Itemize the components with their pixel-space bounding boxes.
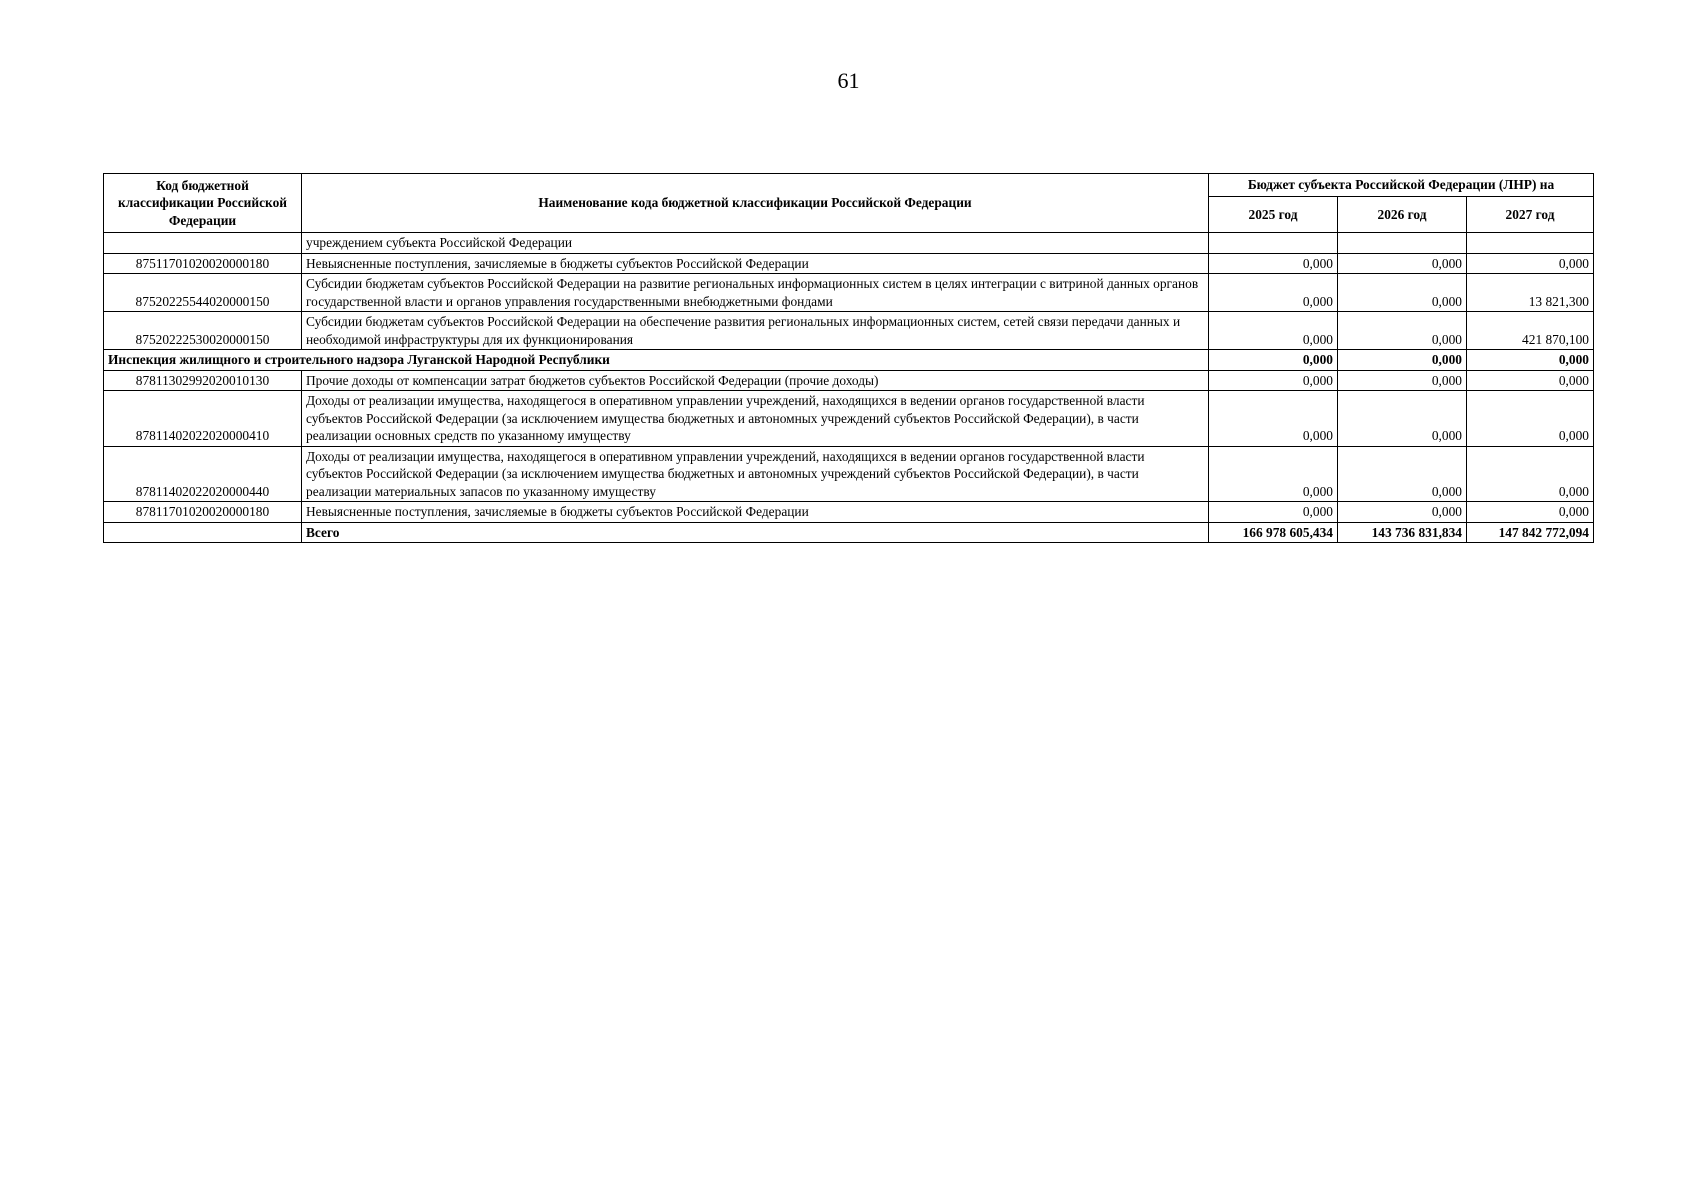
section-title: Инспекция жилищного и строительного надзора Луганской Народной Республики xyxy=(104,350,1209,371)
row-value-2026 xyxy=(1338,233,1467,254)
total-value-2027: 147 842 772,094 xyxy=(1467,522,1594,543)
row-name: учреждением субъекта Российской Федерации xyxy=(302,233,1209,254)
row-value-2027: 0,000 xyxy=(1467,253,1594,274)
row-name: Невыясненные поступления, зачисляемые в бюджеты субъектов Российской Федерации xyxy=(302,502,1209,523)
row-name: Доходы от реализации имущества, находящегося в оперативном управлении учреждений, находящихся в ведении органов государственной власти субъектов Российской Федерации (за исключением имущества бюджетных и автономных учреждений субъектов Российской Федерации), в части реализации материальных запасов по указанному имуществу xyxy=(302,446,1209,502)
row-value-2027: 0,000 xyxy=(1467,391,1594,447)
section-value-2027: 0,000 xyxy=(1467,350,1594,371)
row-value-2025: 0,000 xyxy=(1209,253,1338,274)
row-value-2026: 0,000 xyxy=(1338,502,1467,523)
table-row xyxy=(104,233,1594,254)
row-value-2025: 0,000 xyxy=(1209,446,1338,502)
row-value-2025: 0,000 xyxy=(1209,274,1338,312)
row-value-2027: 0,000 xyxy=(1467,502,1594,523)
row-name: Доходы от реализации имущества, находящегося в оперативном управлении учреждений, находящихся в ведении органов государственной власти субъектов Российской Федерации (за исключением имущества бюджетных и автономных учреждений субъектов Российской Федерации), в части реализации основных средств по указанному имуществу xyxy=(302,391,1209,447)
row-value-2027: 13 821,300 xyxy=(1467,274,1594,312)
row-name: Невыясненные поступления, зачисляемые в бюджеты субъектов Российской Федерации xyxy=(302,253,1209,274)
table-row xyxy=(104,391,1594,447)
total-empty-cell xyxy=(104,522,302,543)
table-row xyxy=(104,446,1594,502)
header-year-2027: 2027 год xyxy=(1467,197,1594,233)
section-row xyxy=(104,350,1594,371)
row-value-2025: 0,000 xyxy=(1209,391,1338,447)
row-code: 87520225544020000150 xyxy=(104,274,302,312)
page-number: 61 xyxy=(837,68,860,93)
row-code: 87520222530020000150 xyxy=(104,312,302,350)
row-code: 87511701020020000180 xyxy=(104,253,302,274)
table-row xyxy=(104,274,1594,312)
total-row xyxy=(104,522,1594,543)
row-value-2027: 0,000 xyxy=(1467,446,1594,502)
row-name: Прочие доходы от компенсации затрат бюджетов субъектов Российской Федерации (прочие доходы) xyxy=(302,370,1209,391)
header-code: Код бюджетной классификации Российской Федерации xyxy=(104,174,302,233)
table-row xyxy=(104,312,1594,350)
row-code: 87811402022020000440 xyxy=(104,446,302,502)
total-label: Всего xyxy=(302,522,1209,543)
row-value-2026: 0,000 xyxy=(1338,391,1467,447)
total-value-2025: 166 978 605,434 xyxy=(1209,522,1338,543)
table-row xyxy=(104,370,1594,391)
row-value-2026: 0,000 xyxy=(1338,370,1467,391)
row-value-2026: 0,000 xyxy=(1338,446,1467,502)
row-value-2025: 0,000 xyxy=(1209,312,1338,350)
total-value-2026: 143 736 831,834 xyxy=(1338,522,1467,543)
table-row xyxy=(104,502,1594,523)
row-value-2027: 0,000 xyxy=(1467,370,1594,391)
budget-revenue-table xyxy=(103,173,1594,543)
row-value-2027: 421 870,100 xyxy=(1467,312,1594,350)
row-name: Субсидии бюджетам субъектов Российской Федерации на обеспечение развития региональных информационных систем, сетей связи передачи данных и необходимой инфраструктуры для их функционирования xyxy=(302,312,1209,350)
section-value-2026: 0,000 xyxy=(1338,350,1467,371)
header-year-2025: 2025 год xyxy=(1209,197,1338,233)
row-code: 87811701020020000180 xyxy=(104,502,302,523)
row-name: Субсидии бюджетам субъектов Российской Федерации на развитие региональных информационных систем в целях интеграции с витриной данных органов государственной власти и органов управления государственными внебюджетными фондами xyxy=(302,274,1209,312)
row-code: 87811402022020000410 xyxy=(104,391,302,447)
table-row xyxy=(104,253,1594,274)
header-year-2026: 2026 год xyxy=(1338,197,1467,233)
row-code: 87811302992020010130 xyxy=(104,370,302,391)
row-value-2026: 0,000 xyxy=(1338,253,1467,274)
row-value-2025 xyxy=(1209,233,1338,254)
row-value-2025: 0,000 xyxy=(1209,502,1338,523)
section-value-2025: 0,000 xyxy=(1209,350,1338,371)
row-value-2027 xyxy=(1467,233,1594,254)
header-name: Наименование кода бюджетной классификации Российской Федерации xyxy=(302,174,1209,233)
row-code xyxy=(104,233,302,254)
header-budget: Бюджет субъекта Российской Федерации (ЛНР) на xyxy=(1209,174,1594,197)
row-value-2026: 0,000 xyxy=(1338,274,1467,312)
row-value-2025: 0,000 xyxy=(1209,370,1338,391)
row-value-2026: 0,000 xyxy=(1338,312,1467,350)
